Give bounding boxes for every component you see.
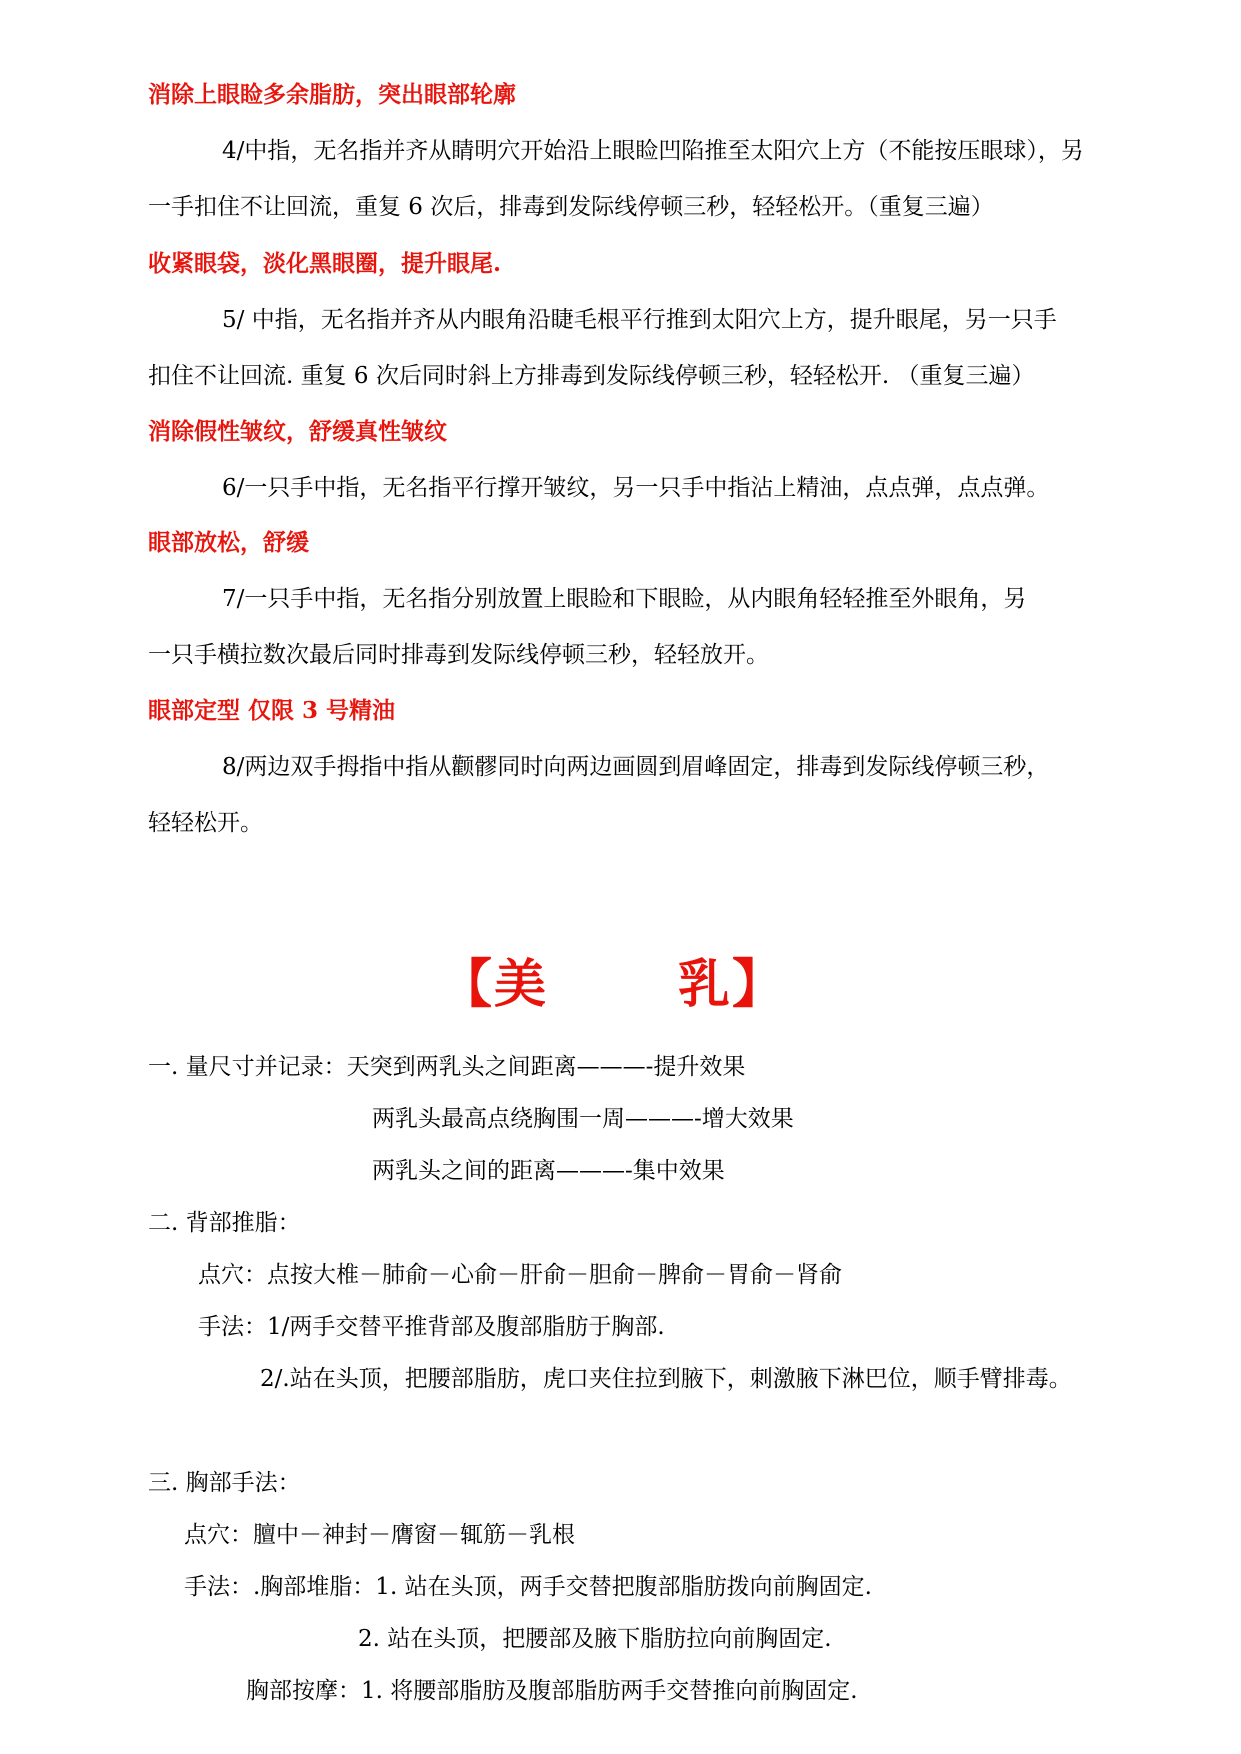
step-5-line-2: 扣住不让回流. 重复 6 次后同时斜上方排毒到发际线停顿三秒，轻轻松开. （重复三遍）	[148, 363, 1035, 389]
heading-wrinkles: 消除假性皱纹，舒缓真性皱纹	[148, 418, 447, 445]
step-8-line-2: 轻轻松开。	[148, 810, 263, 836]
heading-eye-relax: 眼部放松，舒缓	[148, 529, 309, 556]
step-5-line-1: 5/ 中指，无名指并齐从内眼角沿睫毛根平行推到太阳穴上方，提升眼尾，另一只手	[222, 307, 1057, 333]
step-6: 6/一只手中指，无名指平行撑开皱纹，另一只手中指沾上精油，点点弹，点点弹。	[222, 475, 1050, 501]
section-1-line-2: 两乳头最高点绕胸围一周———-增大效果	[372, 1106, 794, 1132]
section-3-method-1: 手法：.胸部堆脂：1. 站在头顶，两手交替把腹部脂肪拨向前胸固定.	[184, 1574, 872, 1600]
heading-eye-bags: 收紧眼袋，淡化黑眼圈，提升眼尾.	[148, 250, 502, 277]
step-7-line-2: 一只手横拉数次最后同时排毒到发际线停顿三秒，轻轻放开。	[148, 642, 769, 668]
section-2-method-1: 手法：1/两手交替平推背部及腹部脂肪于胸部.	[198, 1314, 665, 1340]
step-7-line-1: 7/一只手中指，无名指分别放置上眼睑和下眼睑，从内眼角轻轻推至外眼角，另	[222, 586, 1027, 612]
step-8-line-1: 8/两边双手拇指中指从颧髎同时向两边画圆到眉峰固定，排毒到发际线停顿三秒，	[222, 754, 1050, 780]
section-3-heading: 三. 胸部手法：	[148, 1470, 301, 1496]
section-2-heading: 二. 背部推脂：	[148, 1210, 301, 1236]
section-2-acupoints: 点穴：点按大椎－肺俞－心俞－肝俞－胆俞－脾俞－胃俞－肾俞	[198, 1262, 842, 1288]
section-3-acupoints: 点穴：膻中－神封－膺窗－辄筋－乳根	[184, 1522, 575, 1548]
section-1-heading: 一. 量尺寸并记录：天突到两乳头之间距离———-提升效果	[148, 1054, 746, 1080]
section-3-method-3: 胸部按摩：1. 将腰部脂肪及腹部脂肪两手交替推向前胸固定.	[246, 1678, 858, 1704]
step-4-line-1: 4/中指，无名指并齐从睛明穴开始沿上眼睑凹陷推至太阳穴上方（不能按压眼球），另	[222, 138, 1084, 164]
heading-eyelid-fat: 消除上眼睑多余脂肪，突出眼部轮廓	[148, 81, 516, 108]
section-title-left: 【美	[440, 954, 549, 1015]
step-4-line-2: 一手扣住不让回流，重复 6 次后，排毒到发际线停顿三秒，轻轻松开。（重复三遍）	[148, 194, 994, 220]
section-title-breast	[440, 955, 786, 1015]
heading-eye-shaping: 眼部定型 仅限 3 号精油	[148, 697, 396, 724]
section-title-right: 乳】	[678, 954, 787, 1015]
section-2-method-2: 2/.站在头顶，把腰部脂肪，虎口夹住拉到腋下，刺激腋下淋巴位，顺手臂排毒。	[260, 1366, 1072, 1392]
section-1-line-3: 两乳头之间的距离———-集中效果	[372, 1158, 725, 1184]
section-3-method-2: 2. 站在头顶，把腰部及腋下脂肪拉向前胸固定.	[358, 1626, 832, 1652]
